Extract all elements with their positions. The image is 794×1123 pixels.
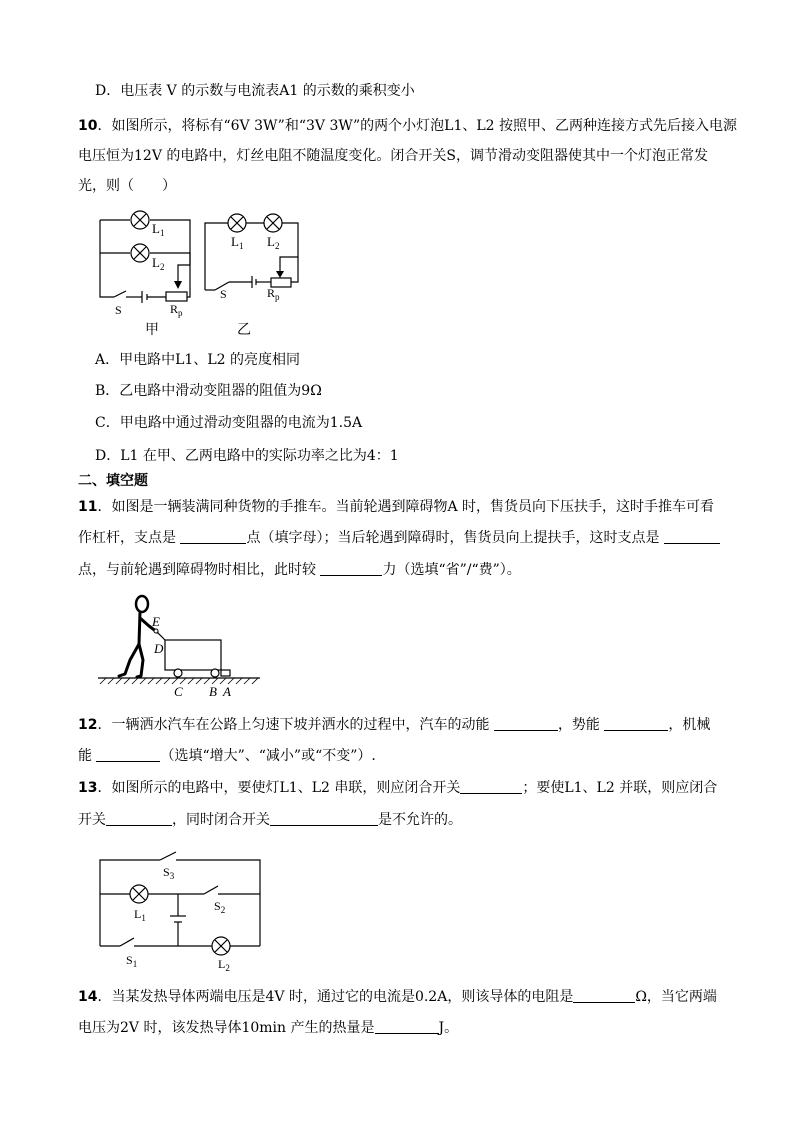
q10-caption-jia: 甲: [145, 323, 159, 338]
q14-number: 14: [78, 989, 98, 1005]
q10-caption-yi: 乙: [237, 323, 251, 338]
q14-line2: [78, 1018, 458, 1038]
q10-label-l1: $L_1$: [152, 221, 165, 238]
q10-option-d: D．L1 在甲、乙两电路中的实际功率之比为4：1: [95, 448, 399, 464]
q14-text-1b: Ω，当它两端: [635, 989, 717, 1005]
q11-blank-3[interactable]: [320, 561, 382, 576]
q13-label-s3: $S_3$: [163, 865, 175, 881]
q13-label-s2: $S_2$: [214, 899, 226, 915]
q13-number: 13: [78, 780, 98, 796]
q9-option-d: D．电压表 V 的示数与电流表A1 的示数的乘积变小: [95, 83, 415, 99]
q11-label-a: A: [223, 684, 231, 699]
q10-option-c: C．甲电路中通过滑动变阻器的电流为1.5A: [95, 415, 363, 431]
q11-label-c: C: [174, 684, 183, 699]
q13-text-2b: ，同时闭合开关: [172, 812, 270, 828]
person-figure: [119, 596, 157, 677]
q11-line2: [78, 528, 720, 548]
q10-yi-label-s: S: [220, 287, 227, 301]
q13-blank-3[interactable]: [270, 811, 378, 826]
q11-label-b: B: [209, 684, 217, 699]
q11-blank-1[interactable]: [180, 529, 246, 544]
q12-text-2a: 能: [78, 748, 97, 764]
q11-blank-2[interactable]: [664, 529, 720, 544]
q12-text-2b: （选填“增大”、“减小”或“不变”）.: [160, 748, 376, 764]
q12-text-1b: ，势能: [557, 717, 605, 733]
lamp-icon: [131, 211, 149, 262]
q14-text-1a: ．当某发热导体两端电压是4V 时，通过它的电流是0.2A，则该导体的电阻是: [97, 989, 574, 1005]
q10-stem-line3: 光，则（ ）: [78, 178, 176, 194]
q10-label-s: S: [115, 303, 122, 317]
q10-yi-label-rp: $R_p$: [267, 286, 280, 302]
q10-option-b: B．乙电路中滑动变阻器的阻值为9Ω: [95, 383, 322, 399]
q13-line2: [78, 810, 462, 830]
q10-circuit-yi: [195, 205, 305, 340]
q13-text-2c: 是不允许的。: [378, 812, 462, 828]
q11-label-d: D: [154, 641, 164, 656]
q13-text-1b: ；要使L1、L2 并联，则应闭合: [522, 780, 718, 796]
q12-line1: [78, 715, 710, 735]
q14-line1: [78, 987, 717, 1007]
cart: [155, 630, 230, 677]
q13-circuit-figure: [90, 848, 270, 973]
q12-blank-1[interactable]: [494, 716, 558, 731]
q13-blank-2[interactable]: [106, 811, 172, 826]
q10-yi-label-l1: $L_1$: [231, 234, 244, 251]
q11-text-2b: 点（填字母）；当后轮遇到障碍时，售货员向上提扶手，这时支点是: [246, 530, 664, 546]
q12-number: 12: [78, 717, 98, 733]
q13-label-l1: $L_1$: [134, 907, 146, 923]
q10-stem-line2: 电压恒为12V 的电路中，灯丝电阻不随温度变化。闭合开关S，调节滑动变阻器使其中一个灯泡正常发: [78, 148, 708, 164]
q11-number: 11: [78, 499, 98, 515]
q13-label-l2: $L_2$: [218, 957, 230, 973]
q10-stem-line1: [78, 116, 737, 136]
q12-blank-2[interactable]: [604, 716, 668, 731]
q10-circuit-jia: [90, 205, 200, 340]
q13-label-s1: $S_1$: [126, 953, 138, 969]
q13-line1: [78, 778, 717, 798]
q11-text-2a: 作杠杆，支点是: [78, 530, 181, 546]
q10-text-1: ．如图所示，将标有“6V 3W”和“3V 3W”的两个小灯泡L1、L2 按照甲、乙两种连接方式先后接入电源: [97, 118, 738, 134]
q10-number: 10: [78, 118, 98, 134]
q13-text-1a: ．如图所示的电路中，要使灯L1、L2 串联，则应闭合开关: [97, 780, 461, 796]
q11-text-1: ．如图是一辆装满同种货物的手推车。当前轮遇到障碍物A 时，售货员向下压扶手，这时手推车可看: [97, 499, 715, 515]
section-title-fill-in: 二、填空题: [78, 473, 148, 489]
q10-yi-label-l2: $L_2$: [267, 234, 280, 251]
q10-option-a: A．甲电路中L1、L2 的亮度相同: [95, 352, 300, 368]
q11-text-3b: 力（选填“省”/“费”）。: [382, 562, 521, 578]
q13-text-2a: 开关: [78, 812, 106, 828]
q14-text-2b: J。: [438, 1020, 459, 1036]
q10-label-rp: $R_p$: [170, 302, 183, 318]
q12-line2: [78, 746, 376, 766]
q12-text-1c: ，机械: [668, 717, 711, 733]
q11-line3: [78, 560, 521, 580]
q14-text-2a: 电压为2V 时，该发热导体10min 产生的热量是: [78, 1020, 375, 1036]
q12-text-1a: ．一辆洒水汽车在公路上匀速下坡并洒水的过程中，汽车的动能: [97, 717, 494, 733]
q11-text-3a: 点，与前轮遇到障碍物时相比，此时较: [78, 562, 321, 578]
q11-label-e: E: [152, 614, 160, 629]
q13-blank-1[interactable]: [460, 779, 522, 794]
q14-blank-1[interactable]: [573, 988, 635, 1003]
q11-handcart-figure: [95, 592, 265, 702]
q12-blank-3[interactable]: [96, 747, 160, 762]
q10-label-l2: $L_2$: [152, 255, 165, 272]
q14-blank-2[interactable]: [375, 1019, 439, 1034]
q11-line1: [78, 497, 714, 517]
